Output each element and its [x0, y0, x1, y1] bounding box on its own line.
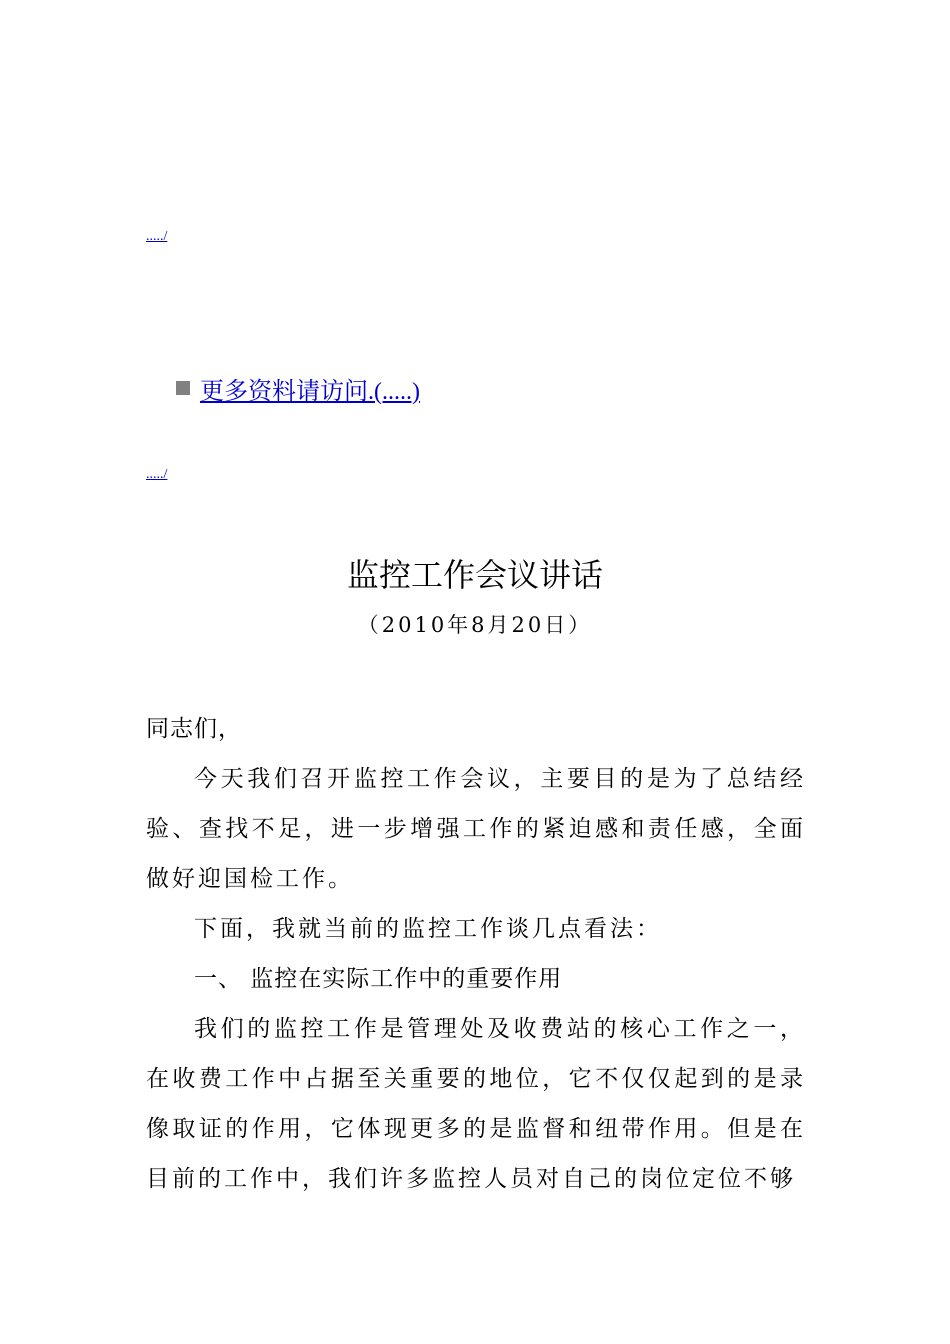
top-link[interactable]: ...../: [146, 229, 168, 244]
document-title: 监控工作会议讲话: [346, 556, 603, 594]
more-info-row: [176, 372, 420, 404]
mid-link[interactable]: ...../: [146, 467, 168, 482]
square-bullet-icon: [176, 381, 190, 395]
document-date: （2010年8月20日）: [357, 613, 593, 637]
section-heading: 一、 监控在实际工作中的重要作用: [194, 966, 563, 992]
salutation: 同志们，: [146, 716, 242, 742]
document-body: [146, 704, 806, 1204]
paragraph: 今天我们召开监控工作会议，主要目的是为了总结经验、查找不足，进一步增强工作的紧迫感和责任感，全面做好迎国检工作。: [146, 766, 806, 892]
more-info-link[interactable]: 更多资料请访问.(.....): [200, 378, 420, 405]
paragraph: 下面，我就当前的监控工作谈几点看法：: [194, 916, 662, 942]
paragraph: 我们的监控工作是管理处及收费站的核心工作之一，在收费工作中占据至关重要的地位，它不仅仅起到的是录像取证的作用，它体现更多的是监督和纽带作用。但是在目前的工作中，我们许多监控人员对自己的岗位定位不够: [146, 1016, 806, 1192]
